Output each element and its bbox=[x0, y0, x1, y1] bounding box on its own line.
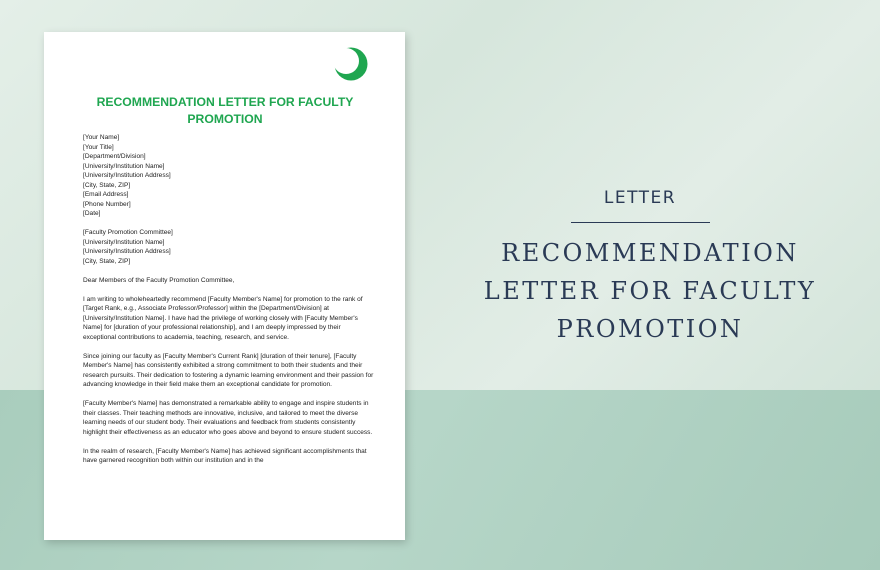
sender-email: [Email Address] bbox=[83, 191, 129, 198]
recipient-committee: [Faculty Promotion Committee] bbox=[83, 229, 173, 236]
crescent-moon-icon bbox=[334, 47, 368, 81]
showcase-title: RECOMMENDATION LETTER FOR FACULTY PROMOTION bbox=[483, 239, 817, 343]
salutation: Dear Members of the Faculty Promotion Committee, bbox=[83, 276, 235, 284]
sender-title: [Your Title] bbox=[83, 143, 114, 151]
sender-institution: [University/Institution Name] bbox=[83, 162, 165, 170]
body-paragraph-3: [Faculty Member's Name] has demonstrated a remarkable ability to engage and inspire students in their classes. Their teaching methods are innovative, inclusive, and tailored to meet the diverse learning needs of our student body. Their evaluations and feedback from students consistently highlight their effectiveness as an educator who goes above and beyond to ensure student success. bbox=[83, 400, 373, 436]
recipient-institution-address: [University/Institution Address] bbox=[83, 248, 171, 255]
body-paragraph-4: In the realm of research, [Faculty Member's Name] has achieved significant accomplishments that have garnered recognition both within our institution and in the bbox=[83, 447, 367, 464]
sender-city-state-zip: [City, State, ZIP] bbox=[83, 181, 131, 189]
sender-name: [Your Name] bbox=[83, 134, 120, 141]
sender-department: [Department/Division] bbox=[83, 153, 146, 160]
title-divider bbox=[571, 222, 710, 223]
document-body bbox=[83, 133, 375, 475]
recipient-city-state-zip: [City, State, ZIP] bbox=[83, 257, 131, 265]
recipient-institution: [University/Institution Name] bbox=[83, 238, 165, 246]
body-paragraph-1: I am writing to wholeheartedly recommend [Faculty Member's Name] for promotion to the rank of [Target Rank, e.g., Associate Professor/Professor] within the [Department/Division] at [University/Institution Name]. I have had the privilege of working closely with [Faculty Member's Name] for [duration of your professional relationship], and I am deeply impressed by their exceptional contributions to academia, teaching, research, and service. bbox=[83, 295, 363, 341]
letter-date: [Date] bbox=[83, 210, 101, 217]
sender-address-block bbox=[83, 133, 375, 219]
recipient-address-block bbox=[83, 228, 375, 266]
sender-phone: [Phone Number] bbox=[83, 200, 131, 208]
document-title: RECOMMENDATION LETTER FOR FACULTY PROMOTION bbox=[96, 95, 354, 126]
body-paragraph-2: Since joining our faculty as [Faculty Member's Current Rank] [duration of their tenure], [Faculty Member's Name] has consistently exhibited a strong commitment to both their students and their research pursuits. Their dedication to fostering a dynamic learning environment and their passion for advancing knowledge in their field make them an exceptional candidate for promotion. bbox=[83, 352, 374, 388]
category-label: LETTER bbox=[603, 188, 677, 208]
sender-institution-address: [University/Institution Address] bbox=[83, 172, 171, 179]
